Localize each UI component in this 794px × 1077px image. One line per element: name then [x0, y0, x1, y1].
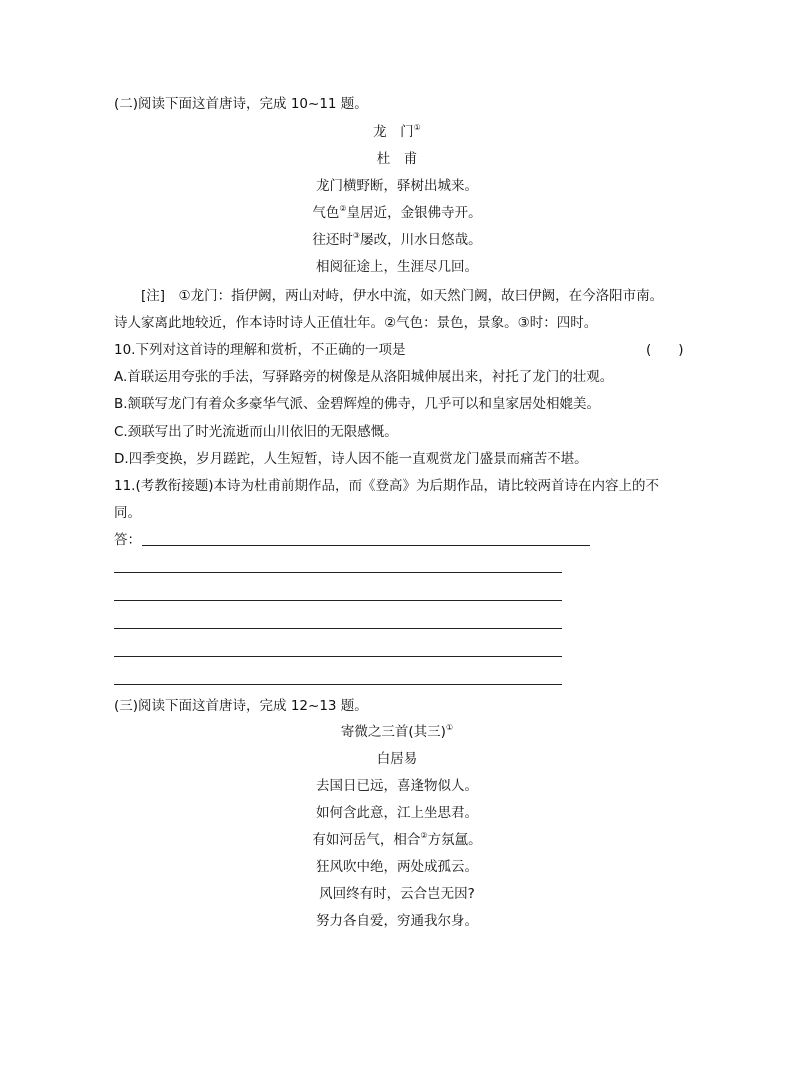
option-a: A.首联运用夸张的手法，写驿路旁的树像是从洛阳城伸展出来，衬托了龙门的壮观。 — [114, 369, 614, 385]
option-d: D.四季变换，岁月蹉跎，人生短暂，诗人因不能一直观赏龙门盛景而痛苦不堪。 — [114, 451, 588, 467]
section3-intro: (三)阅读下面这首唐诗，完成 12~13 题。 — [114, 698, 368, 714]
poem2-line: 风回终有时，云合岂无因? — [319, 886, 475, 902]
poem1-note: 诗人家离此地较近，作本诗时诗人正值壮年。②气色：景色，景象。③时：四时。 — [114, 315, 598, 331]
poem1-line-text: 往还时 — [312, 232, 353, 248]
answer-bracket[interactable]: ( ) — [646, 342, 684, 358]
option-b: B.颔联写龙门有着众多豪华气派、金碧辉煌的佛寺，几乎可以和皇家居处相媲美。 — [114, 396, 601, 412]
answer-line[interactable] — [142, 545, 590, 546]
poem1-line: 龙门横野断，驿树出城来。 — [316, 178, 478, 194]
poem2-title-text: 寄微之三首(其三) — [340, 724, 446, 740]
poem2-line: 努力各自爱，穷通我尔身。 — [316, 913, 478, 929]
question-11-stem: 11.(考教衔接题)本诗为杜甫前期作品，而《登高》为后期作品，请比较两首诗在内容上的不 — [114, 478, 660, 494]
footnote-mark: ① — [445, 723, 454, 732]
poem1-line-text: 气色 — [312, 205, 340, 221]
footnote-mark: ③ — [352, 231, 361, 240]
footnote-mark: ② — [339, 204, 347, 213]
answer-line[interactable] — [114, 628, 562, 629]
poem1-title — [0, 123, 794, 141]
poem2-line — [0, 831, 794, 849]
answer-label: 答： — [114, 532, 141, 548]
poem1-title-text: 龙 门 — [373, 124, 414, 140]
answer-line[interactable] — [114, 600, 562, 601]
poem1-line: 相阅征途上，生涯尽几回。 — [316, 259, 478, 275]
poem2-line: 去国日已远，喜逢物似人。 — [316, 778, 478, 794]
poem2-title — [0, 723, 794, 741]
poem1-note: [注] ①龙门：指伊阙，两山对峙，伊水中流，如天然门阙，故曰伊阙，在今洛阳市南。 — [141, 288, 664, 304]
poem1-line — [0, 231, 794, 249]
poem2-author: 白居易 — [376, 751, 418, 767]
question-10-stem: 10.下列对这首诗的理解和赏析，不正确的一项是 — [114, 342, 406, 358]
poem1-line-text: 屡改，川水日悠哉。 — [360, 232, 482, 248]
question-11-stem: 同。 — [114, 505, 141, 521]
poem1-author: 杜 甫 — [376, 151, 418, 167]
section2-intro: (二)阅读下面这首唐诗，完成 10~11 题。 — [114, 96, 368, 112]
answer-line[interactable] — [114, 656, 562, 657]
answer-line[interactable] — [114, 684, 562, 685]
poem2-line: 狂风吹中绝，两处成孤云。 — [316, 859, 478, 875]
poem1-line-text: 皇居近，金银佛寺开。 — [346, 205, 482, 221]
poem1-line — [0, 204, 794, 222]
footnote-mark: ② — [420, 831, 428, 840]
option-c: C.颈联写出了时光流逝而山川依旧的无限感慨。 — [114, 424, 398, 440]
poem2-line-text: 有如河岳气，相合 — [312, 832, 421, 848]
poem2-line: 如何含此意，江上坐思君。 — [316, 805, 478, 821]
answer-line[interactable] — [114, 572, 562, 573]
poem2-line-text: 方氛氲。 — [427, 832, 482, 848]
footnote-mark: ① — [413, 123, 421, 132]
